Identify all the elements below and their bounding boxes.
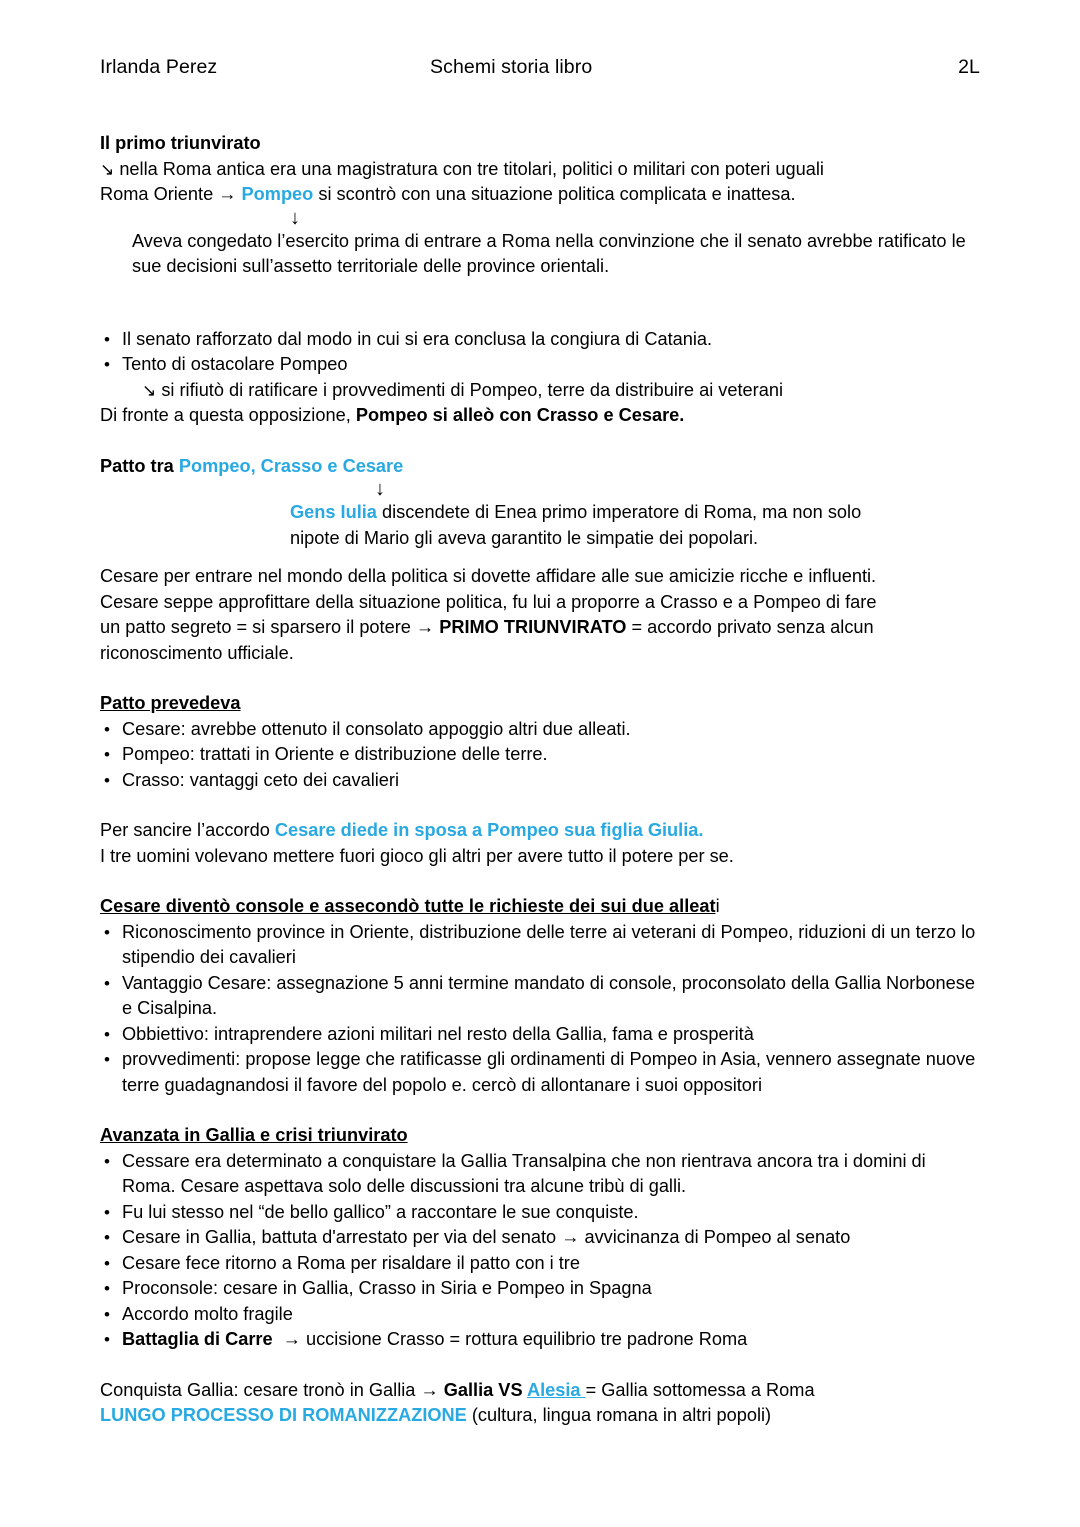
heading-avanzata-gallia: Avanzata in Gallia e crisi triunvirato	[100, 1125, 408, 1145]
list-item: • Il senato rafforzato dal modo in cui si era conclusa la congiura di Catania.	[100, 327, 980, 353]
header-author: Irlanda Perez	[100, 56, 218, 78]
conquista-pre: Conquista Gallia: cesare tronò in Gallia	[100, 1379, 421, 1400]
paragraph-cesare-politica	[100, 564, 980, 666]
keyword-gallia-vs: Gallia VS	[443, 1379, 527, 1400]
accordo-highlight: Cesare diede in sposa a Pompeo sua figlia Giulia.	[274, 820, 704, 840]
heading-cesare-console	[100, 894, 980, 920]
header-class: 2L	[958, 56, 980, 78]
list-item: • provvedimenti: propose legge che ratificasse gli ordinamenti di Pompeo in Asia, vennero assegnate nuove terre guadagnandosi il favore del popolo e. cercò di allontanare i suoi oppositori	[100, 1047, 980, 1098]
paragraph-line: Cesare per entrare nel mondo della politica si dovette affidare alle sue amicizie ricche e influenti.	[100, 566, 877, 586]
line-opposizione-bold: Pompeo si alleò con Crasso e Cesare.	[355, 405, 685, 425]
document-header	[100, 56, 980, 79]
right-arrow-icon: →	[282, 1329, 301, 1349]
keyword-primo-triunvirato: PRIMO TRIUNVIRATO	[439, 617, 627, 637]
paragraph-gens-iulia	[100, 500, 980, 551]
list-item: • Accordo molto fragile	[100, 1302, 980, 1328]
list-item: • Cessare era determinato a conquistare la Gallia Transalpina che non rientrava ancora tra i domini di Roma. Cesare aspettava solo delle discussioni tra alcune tribù di galli.	[100, 1149, 980, 1200]
list-item: • Tento di ostacolare Pompeo	[100, 352, 980, 378]
accordo-pre: Per sancire l’accordo	[100, 820, 275, 840]
triunvirato-pre: un patto segreto = si sparsero il potere	[100, 617, 416, 637]
heading-patto-names: Pompeo, Crasso e Cesare	[178, 455, 404, 476]
list-senato	[100, 327, 980, 378]
list-item-battaglia	[100, 1327, 980, 1353]
list-item: • Crasso: vantaggi ceto dei cavalieri	[100, 768, 980, 794]
right-arrow-icon: →	[420, 1379, 439, 1400]
list-item: • Riconoscimento province in Oriente, distribuzione delle terre ai veterani di Pompeo, riduzioni di un terzo lo stipendio dei cavalieri	[100, 920, 980, 971]
list-item: • Obbiettivo: intraprendere azioni militari nel resto della Gallia, fama e prosperità	[100, 1022, 980, 1048]
list-item: • Proconsole: cesare in Gallia, Crasso in Siria e Pompeo in Spagna	[100, 1276, 980, 1302]
line-rifiuto	[100, 378, 980, 404]
heading-cesare-console-underline: Cesare diventò console e assecondò tutte le richieste dei sui due alleat	[100, 896, 716, 916]
header-title: Schemi storia libro	[430, 56, 593, 78]
list-item: • Cesare: avrebbe ottenuto il consolato appoggio altri due alleati.	[100, 717, 980, 743]
line-definizione-text: nella Roma antica era una magistratura con tre titolari, politici o militari con poteri uguali	[119, 158, 824, 179]
list-item: • Pompeo: trattati in Oriente e distribuzione delle terre.	[100, 742, 980, 768]
paragraph-line: Cesare seppe approfittare della situazione politica, fu lui a proporre a Crasso e a Pompeo di fare	[100, 591, 877, 612]
keyword-alesia: Alesia	[526, 1379, 586, 1400]
line-roma-oriente-post: si scontrò con una situazione politica complicata e inattesa.	[318, 184, 796, 204]
triunvirato-post: = accordo privato senza alcun	[626, 617, 874, 637]
conquista-post: = Gallia sottomessa a Roma	[585, 1379, 815, 1400]
list-avanzata-gallia	[100, 1149, 980, 1353]
heading-patto-prevedeva: Patto prevedeva	[100, 693, 241, 713]
heading-primo-triunvirato: Il primo triunvirato	[100, 133, 261, 153]
section-cesare-console	[100, 894, 980, 1098]
list-item: • Fu lui stesso nel “de bello gallico” a raccontare le sue conquiste.	[100, 1200, 980, 1226]
paragraph-line: riconoscimento ufficiale.	[100, 642, 294, 663]
section-conquista-gallia	[100, 1378, 980, 1429]
section-primo-triunvirato	[100, 131, 980, 280]
heading-patto-tra	[100, 454, 980, 480]
document-body	[100, 131, 980, 1429]
list-patto-prevedeva	[100, 717, 980, 794]
list-cesare-console	[100, 920, 980, 1099]
battaglia-rest: uccisione Crasso = rottura equilibrio tre padrone Roma	[305, 1329, 748, 1349]
section-senato	[100, 327, 980, 429]
list-item: • Vantaggio Cesare: assegnazione 5 anni termine mandato di console, proconsolato della Gallia Norbonese e Cisalpina.	[100, 971, 980, 1022]
keyword-gens-iulia: Gens Iulia	[290, 502, 377, 522]
section-patto	[100, 454, 980, 667]
section-avanzata-gallia	[100, 1123, 980, 1353]
down-right-arrow-icon: ↘	[100, 159, 115, 179]
line-tre-uomini: I tre uomini volevano mettere fuori gioco gli altri per avere tutto il potere per se.	[100, 845, 734, 866]
romanizzazione-rest: (cultura, lingua romana in altri popoli)	[466, 1405, 772, 1425]
line-conquista-gallia	[100, 1378, 980, 1404]
list-item: • Cesare fece ritorno a Roma per risaldare il patto con i tre	[100, 1251, 980, 1277]
right-arrow-icon: →	[218, 184, 237, 204]
keyword-pompeo: Pompeo	[241, 184, 314, 204]
gens-iulia-text-1: discendete di Enea primo imperatore di Roma, ma non solo	[382, 502, 862, 522]
section-patto-prevedeva	[100, 691, 980, 869]
heading-cesare-console-tail: i	[715, 896, 720, 916]
line-opposizione-pre: Di fronte a questa opposizione,	[100, 405, 356, 425]
line-rifiuto-text: si rifiutò di ratificare i provvedimenti di Pompeo, terre da distribuire ai veterani	[161, 379, 783, 400]
line-romanizzazione	[100, 1403, 980, 1429]
list-item: • Cesare in Gallia, battuta d'arrestato per via del senato → avvicinanza di Pompeo al senato	[100, 1225, 980, 1251]
line-roma-oriente	[100, 182, 980, 208]
down-arrow-icon-1: ↓	[290, 206, 300, 229]
right-arrow-icon: →	[415, 617, 435, 637]
line-opposizione	[100, 403, 980, 429]
heading-patto-label: Patto tra	[100, 455, 179, 476]
line-roma-oriente-pre: Roma Oriente	[100, 184, 214, 204]
keyword-battaglia-di-carre: Battaglia di Carre	[122, 1329, 273, 1349]
gens-iulia-text-2: nipote di Mario gli aveva garantito le simpatie dei popolari.	[290, 527, 759, 548]
paragraph-line-triunvirato	[100, 615, 980, 641]
line-accordo-giulia	[100, 818, 980, 844]
keyword-romanizzazione: LUNGO PROCESSO DI ROMANIZZAZIONE	[100, 1405, 467, 1425]
paragraph-congedato: Aveva congedato l’esercito prima di entrare a Roma nella convinzione che il senato avrebbe ratificato le sue decisioni sull’assetto territoriale delle province orientali.	[132, 230, 966, 276]
down-arrow-icon-2: ↓	[375, 478, 385, 500]
line-definizione	[100, 157, 980, 183]
down-right-arrow-icon: ↘	[142, 380, 157, 400]
